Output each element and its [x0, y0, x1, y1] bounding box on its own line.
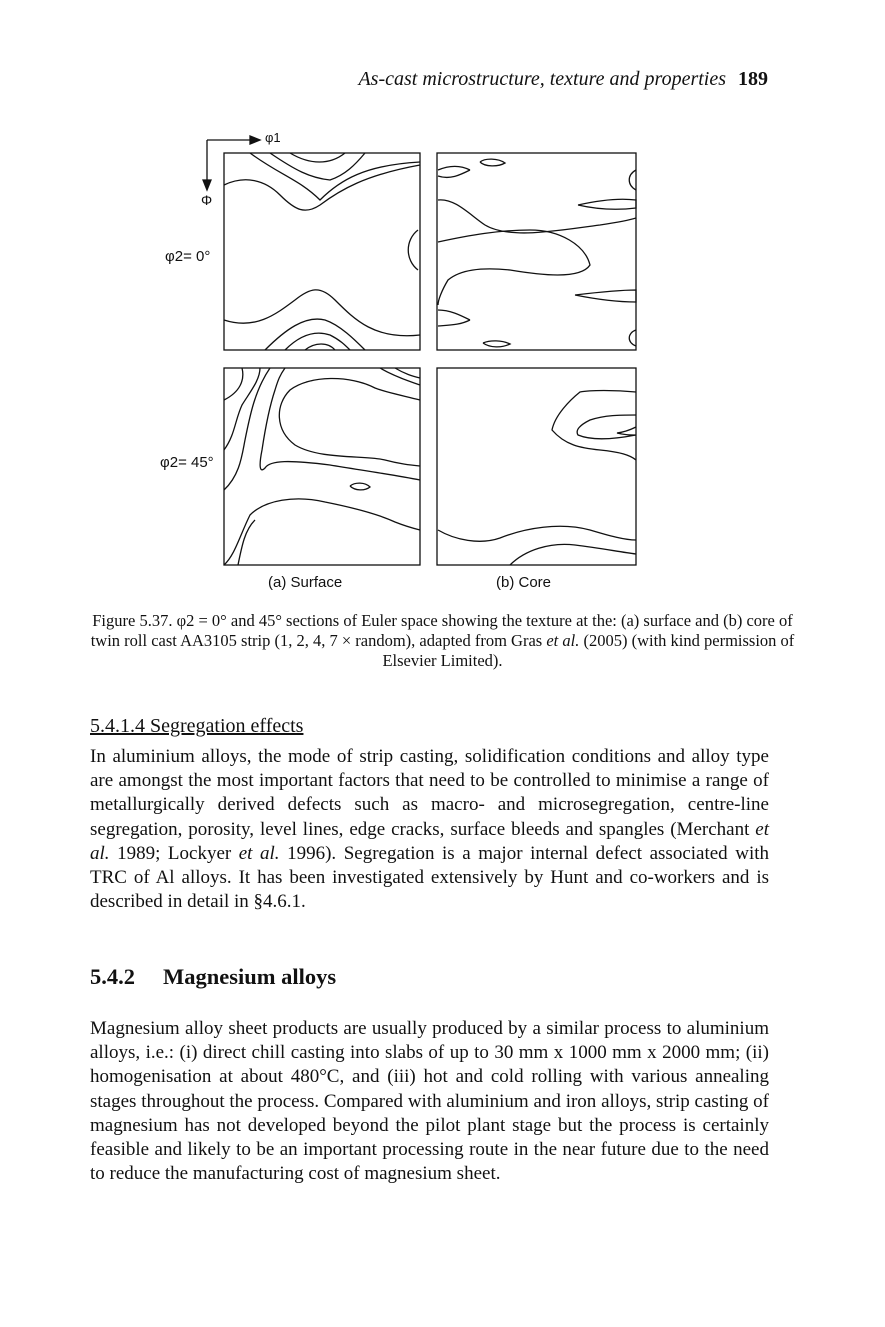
row-label-phi2-45: φ2= 45° — [160, 454, 214, 471]
panel-core-phi2-0 — [437, 153, 636, 350]
paragraph-magnesium: Magnesium alloy sheet products are usually produced by a similar process to aluminium alloys, i.e.: (i) direct chill casting into slabs of up to 30 mm x 1000 mm x 2000 mm; (ii) homogenisation at about 480°C, and (iii) hot and cold rolling with various annealing stages throughout the process. Compared with aluminium and iron alloys, strip casting of magnesium has not developed beyond the pilot plant stage but the process is certainly feasible and likely to be an important processing route in the near future due to the need to reduce the manufacturing cost of magnesium sheet. — [90, 1018, 769, 1185]
paragraph1-etal-1: et al. — [90, 818, 769, 864]
panel-core-phi2-45 — [437, 368, 636, 565]
paragraph1-text-2: 1989; Lockyer — [109, 842, 239, 864]
caption-tail: (2005) (with kind permission of Elsevier Limited). — [382, 631, 795, 670]
running-head-title: As-cast microstructure, texture and properties — [358, 68, 726, 90]
column-label-core: (b) Core — [496, 574, 552, 591]
row-label-phi2-0: φ2= 0° — [165, 248, 211, 265]
running-head — [358, 68, 768, 91]
figure-caption — [85, 611, 800, 671]
section-title: Magnesium alloys — [163, 964, 337, 989]
Phi-axis-label: Φ — [201, 192, 213, 208]
panel-surface-phi2-45 — [224, 368, 420, 565]
subsection-heading: 5.4.1.4 Segregation effects — [90, 715, 304, 737]
caption-lead: Figure 5.37. φ2 = 0° and 45° sections of Euler space showing the texture at the: (a) surface and (b) core of twin roll cast AA3105 strip (1, 2, 4, 7 × random), adapted from Gras — [90, 611, 793, 650]
euler-space-odf-sections — [180, 130, 650, 600]
column-label-surface: (a) Surface — [268, 574, 343, 591]
caption-etal: et al. — [546, 631, 580, 650]
texture-figure — [160, 130, 650, 600]
paragraph1-text-3: 1996). Segregation is a major internal defect associated with TRC of Al alloys. It has been investigated extensively by Hunt and co-workers and is described in detail in §4.6.1. — [90, 842, 770, 913]
section-heading — [90, 964, 336, 990]
paragraph-segregation — [90, 745, 769, 914]
phi1-axis-label: φ1 — [265, 130, 281, 145]
section-number: 5.4.2 — [90, 964, 135, 989]
paragraph1-text-1: In aluminium alloys, the mode of strip casting, solidification conditions and alloy type are amongst the most important factors that need to be controlled to minimise a range of metallurgically derived defects such as macro- and microsegregation, centre-line segregation, porosity, level lines, edge cracks, surface bleeds and spangles (Merchant — [90, 746, 769, 840]
page-number: 189 — [738, 68, 768, 90]
paragraph1-etal-2: et al. — [238, 842, 280, 864]
panel-surface-phi2-0 — [224, 153, 420, 350]
